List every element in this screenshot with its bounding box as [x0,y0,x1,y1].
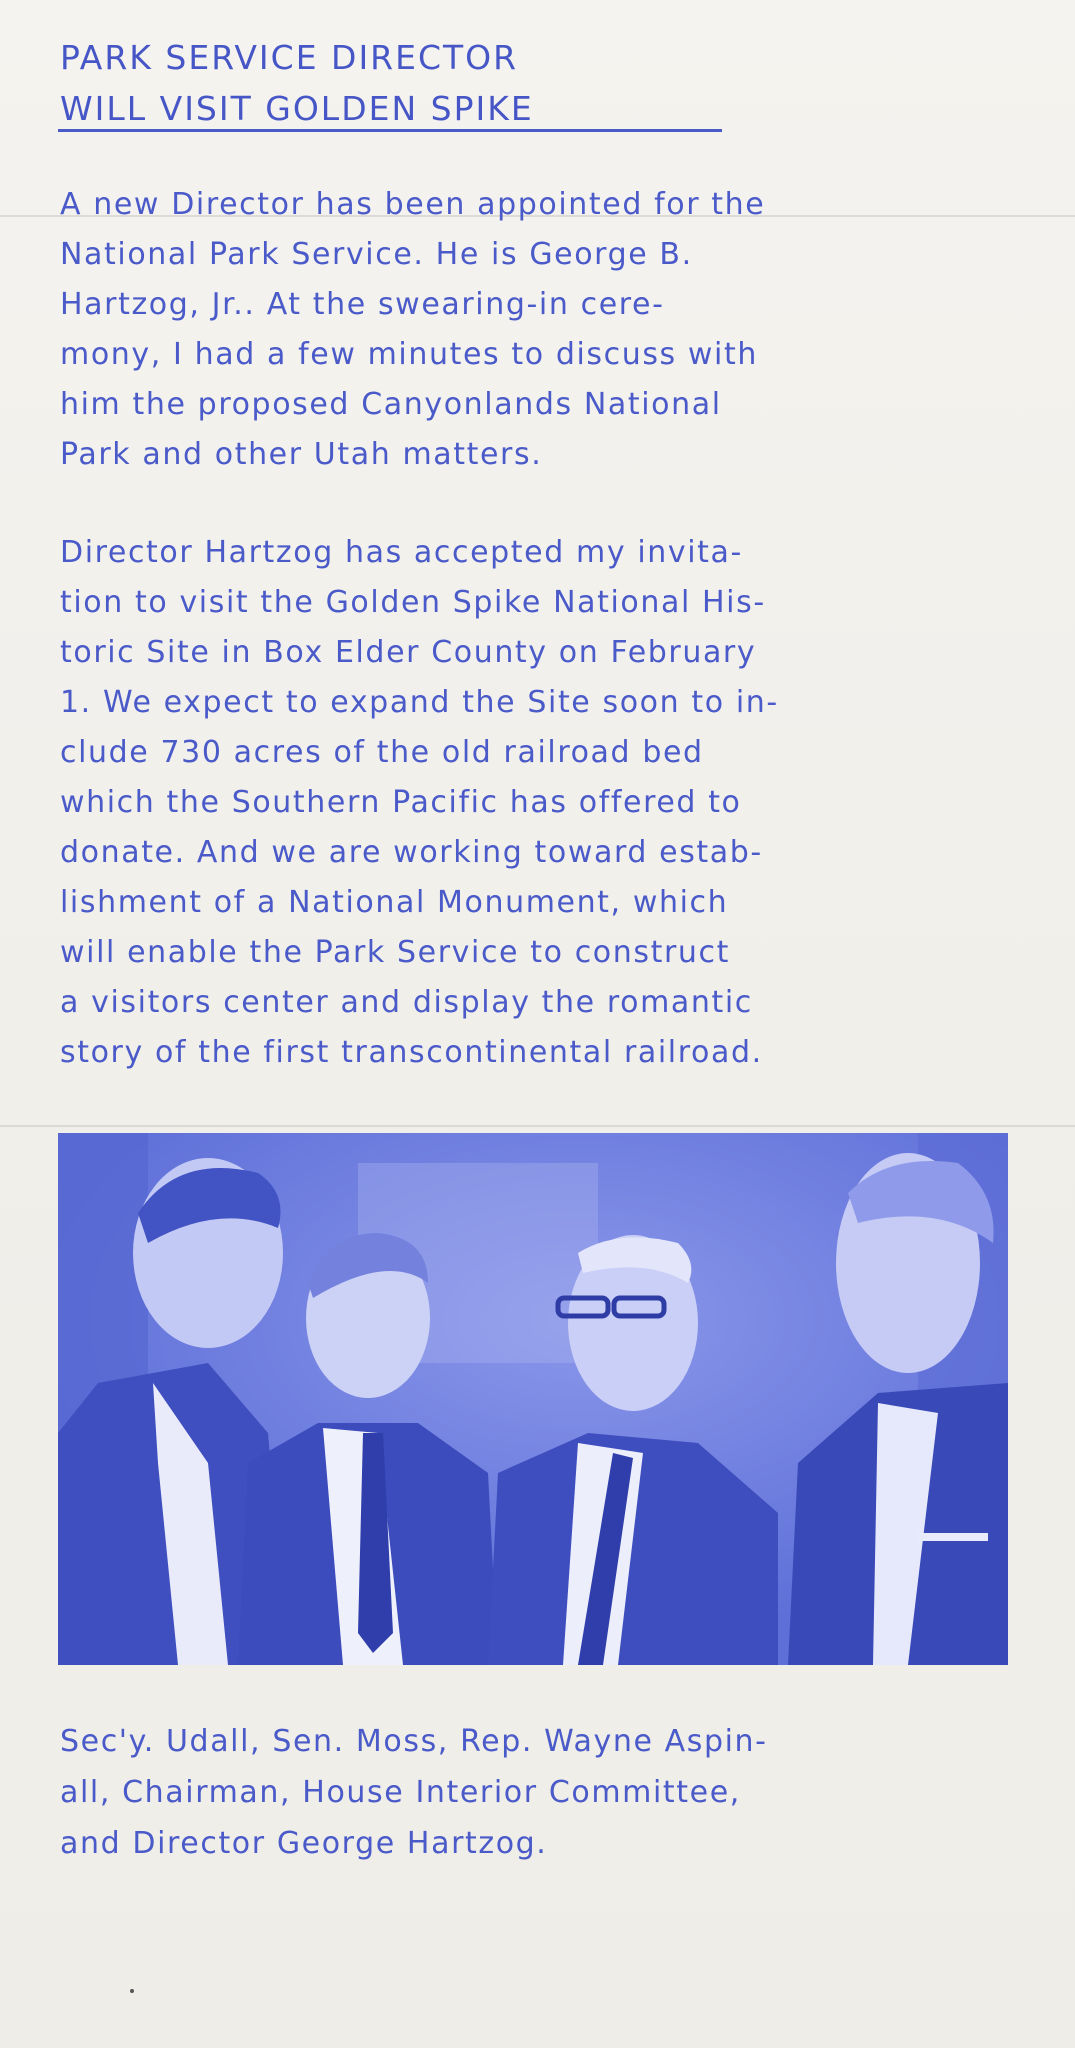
text-line: A new Director has been appointed for the [60,187,766,222]
text-line: donate. And we are working toward estab- [60,835,763,870]
group-photo [58,1133,1008,1665]
text-line: a visitors center and display the romantic [60,985,753,1020]
paragraph-golden-spike-visit [60,528,779,1078]
caption-line: Sec'y. Udall, Sen. Moss, Rep. Wayne Aspin- [60,1724,768,1759]
headline-underline [58,129,722,132]
group-photo-illustration [58,1133,1008,1665]
text-line: Park and other Utah matters. [60,437,543,472]
text-line: 1. We expect to expand the Site soon to in- [60,685,779,720]
text-line: mony, I had a few minutes to discuss with [60,337,758,372]
text-line: Hartzog, Jr.. At the swearing-in cere- [60,287,665,322]
caption-line: all, Chairman, House Interior Committee, [60,1775,741,1810]
text-line: story of the first transcontinental railroad. [60,1035,763,1070]
page-fold-line [0,1125,1075,1127]
text-line: Director Hartzog has accepted my invita- [60,535,743,570]
text-line: tion to visit the Golden Spike National His- [60,585,766,620]
headline-line-2: WILL VISIT GOLDEN SPIKE [60,89,534,128]
headline [60,32,720,134]
photo-caption [60,1716,768,1869]
caption-line: and Director George Hartzog. [60,1826,548,1861]
text-line: him the proposed Canyonlands National [60,387,722,422]
text-line: lishment of a National Monument, which [60,885,729,920]
text-line: will enable the Park Service to construct [60,935,730,970]
text-line: clude 730 acres of the old railroad bed [60,735,704,770]
text-line: which the Southern Pacific has offered to [60,785,742,820]
headline-line-1: PARK SERVICE DIRECTOR [60,38,519,77]
ink-speck [130,1989,134,1993]
text-line: toric Site in Box Elder County on February [60,635,757,670]
paragraph-new-director [60,180,765,480]
text-line: National Park Service. He is George B. [60,237,693,272]
